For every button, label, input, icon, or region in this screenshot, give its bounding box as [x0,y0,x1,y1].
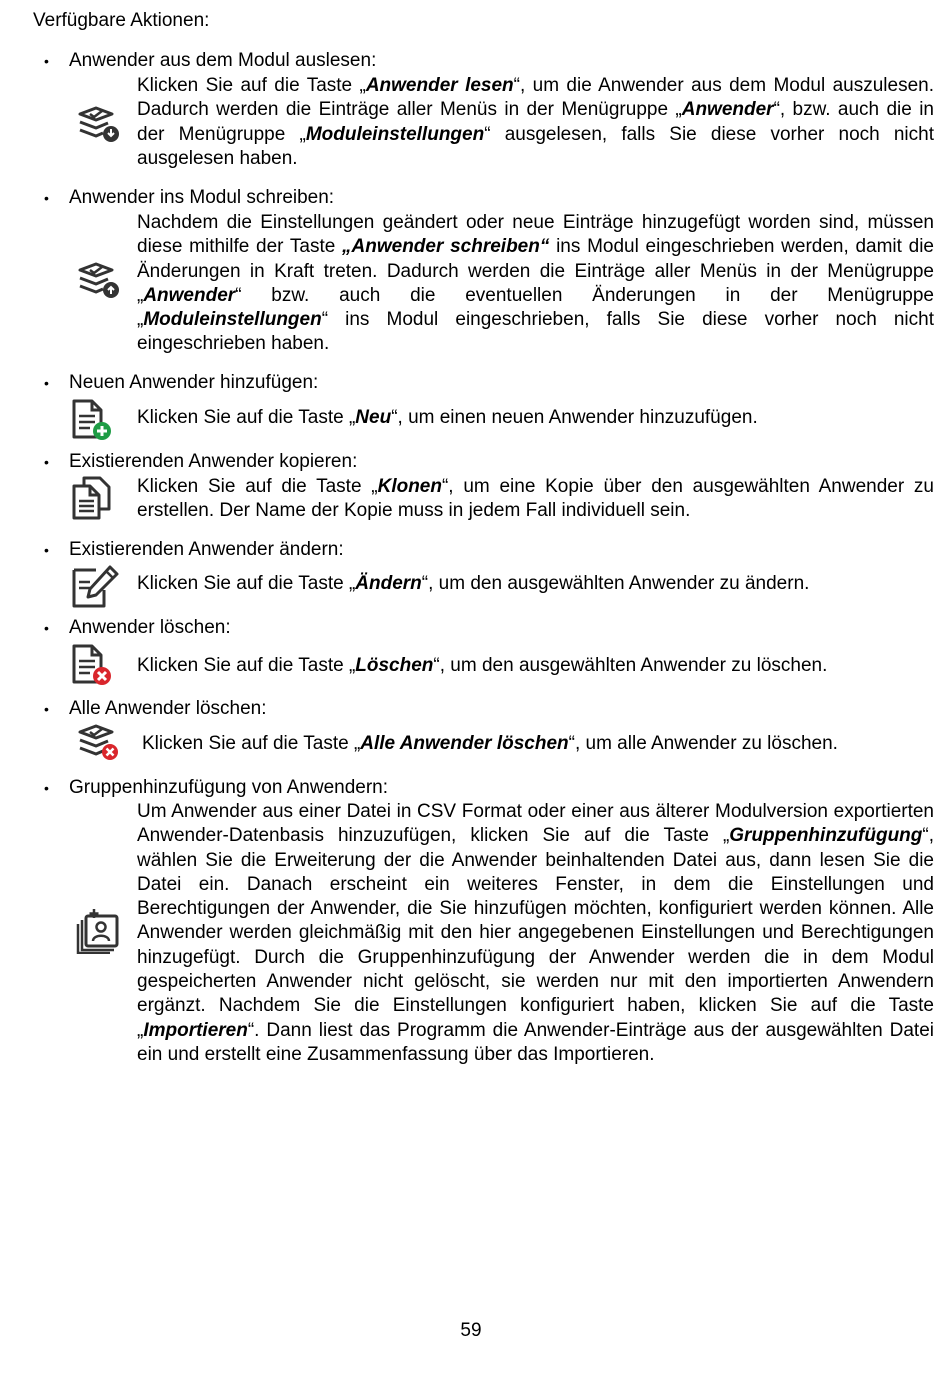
read-users-icon [70,105,122,150]
delete-all-users-icon [70,723,122,768]
bullet: • [44,620,49,636]
text-segment: “ bzw. auch die eventuellen Änderungen in der Menügruppe „ [137,284,934,331]
button-name-emphasis: Gruppenhinzufügung [729,825,923,847]
new-user-icon [70,398,116,447]
text-segment: “, um einen neuen Anwender hinzuzufügen. [391,407,758,428]
edit-user-icon [70,564,120,615]
text-segment: ins Modul eingeschrieben werden, damit die Änderungen in Kraft treten. Dadurch werden die Einträge aller Menüs in der Menügruppe „ [137,236,935,306]
text-segment: “, um eine Kopie über den ausgewählten Anwender zu erstellen. Der Name der Kopie muss in jedem Fall individuell sein. [137,476,934,522]
button-name-emphasis: Alle Anwender löschen [360,733,569,754]
text-segment: “ ins Modul eingeschrieben, falls Sie diese vorher noch nicht eingeschrieben haben. [137,309,934,355]
item-description [137,800,934,1067]
button-name-emphasis: Moduleinstellungen [305,123,485,145]
item-title: Anwender aus dem Modul auslesen: [69,50,377,71]
button-name-emphasis: Löschen [355,655,434,676]
item-title: Anwender ins Modul schreiben: [69,187,335,208]
text-segment: Klicken Sie auf die Taste „ [137,655,356,676]
text-segment: “, wählen Sie die Erweiterung der die Anwender beinhaltenden Datei aus, dann lesen Sie die Datei ein. Danach erscheint ein weiteres Fenster, in dem die Einstellungen und Berechtigungen der Anwender, die Sie hinzufügen möchten, konfiguriert werden können. Alle Anwender werden gleichmäßig mit den hier angegebenen Einstellungen und Berechtigungen hinzugefügt. Durch die Gruppenhinzufügung der Anwender werden die in dem Modul gespeicherten Anwender nicht gelöscht, sie werden nur mit den importierten Anwendern ergänzt. Nachdem Sie die Einstellungen konfiguriert haben, klicken Sie auf die Taste „ [137,825,934,1041]
page-heading: Verfügbare Aktionen: [33,10,210,31]
clone-user-icon [70,475,116,526]
button-name-emphasis: Anwender [143,284,236,306]
item-title: Existierenden Anwender kopieren: [69,451,358,472]
bullet: • [44,780,49,796]
text-segment: Klicken Sie auf die Taste „ [137,75,366,96]
item-description [137,572,934,596]
item-title: Anwender löschen: [69,617,231,638]
item-description [137,74,934,171]
item-description [137,406,934,430]
bullet: • [44,53,49,69]
button-name-emphasis: Importieren [143,1019,248,1041]
text-segment: Klicken Sie auf die Taste „ [137,573,356,594]
text-segment: Klicken Sie auf die Taste „ [142,733,361,754]
button-name-emphasis: Klonen [377,476,442,497]
text-segment: “, um alle Anwender zu löschen. [568,733,838,754]
text-segment: “, bzw. auch die in der Menügruppe „ [137,99,934,145]
item-description [142,732,934,756]
text-segment: Klicken Sie auf die Taste „ [137,476,378,497]
button-name-emphasis: Anwender lesen [365,75,514,96]
bullet: • [44,701,49,717]
delete-user-icon [70,643,116,692]
group-import-icon [74,908,122,959]
text-segment: “. Dann liest das Programm die Anwender-Einträge aus der ausgewählten Datei ein und erstellt eine Zusammenfassung über das Importieren. [137,1019,934,1065]
page-number: 59 [460,1320,482,1341]
text-segment: Um Anwender aus einer Datei in CSV Format oder einer aus älterer Modulversion exportierten Anwender-Datenbasis hinzuzufügen, klicken Sie auf die Taste „ [137,801,934,847]
item-description [137,475,934,524]
bullet: • [44,542,49,558]
button-name-emphasis: Neu [355,407,392,428]
text-segment: Nachdem die Einstellungen geändert oder neue Einträge hinzugefügt worden sind, müssen diese mithilfe der Taste [137,212,934,258]
item-description [137,654,934,678]
bullet: • [44,190,49,206]
button-name-emphasis: Ändern [355,573,422,594]
item-title: Neuen Anwender hinzufügen: [69,372,319,393]
bullet: • [44,454,49,470]
button-name-emphasis: Anwender [681,99,774,121]
bullet: • [44,375,49,391]
item-title: Alle Anwender löschen: [69,698,267,719]
button-name-emphasis: Moduleinstellungen [143,309,322,331]
text-segment: “, um die Anwender aus dem Modul auszulesen. Dadurch werden die Einträge aller Menüs in der Menügruppe „ [137,75,934,121]
item-title: Gruppenhinzufügung von Anwendern: [69,777,389,798]
write-users-icon [70,261,122,306]
button-name-emphasis: „Anwender schreiben“ [342,236,550,258]
item-description [137,211,934,357]
text-segment: “, um den ausgewählten Anwender zu löschen. [433,655,828,676]
text-segment: “, um den ausgewählten Anwender zu ändern. [421,573,810,594]
text-segment: Klicken Sie auf die Taste „ [137,407,356,428]
text-segment: “ ausgelesen, falls Sie diese vorher noch nicht ausgelesen haben. [137,123,934,169]
item-title: Existierenden Anwender ändern: [69,539,344,560]
